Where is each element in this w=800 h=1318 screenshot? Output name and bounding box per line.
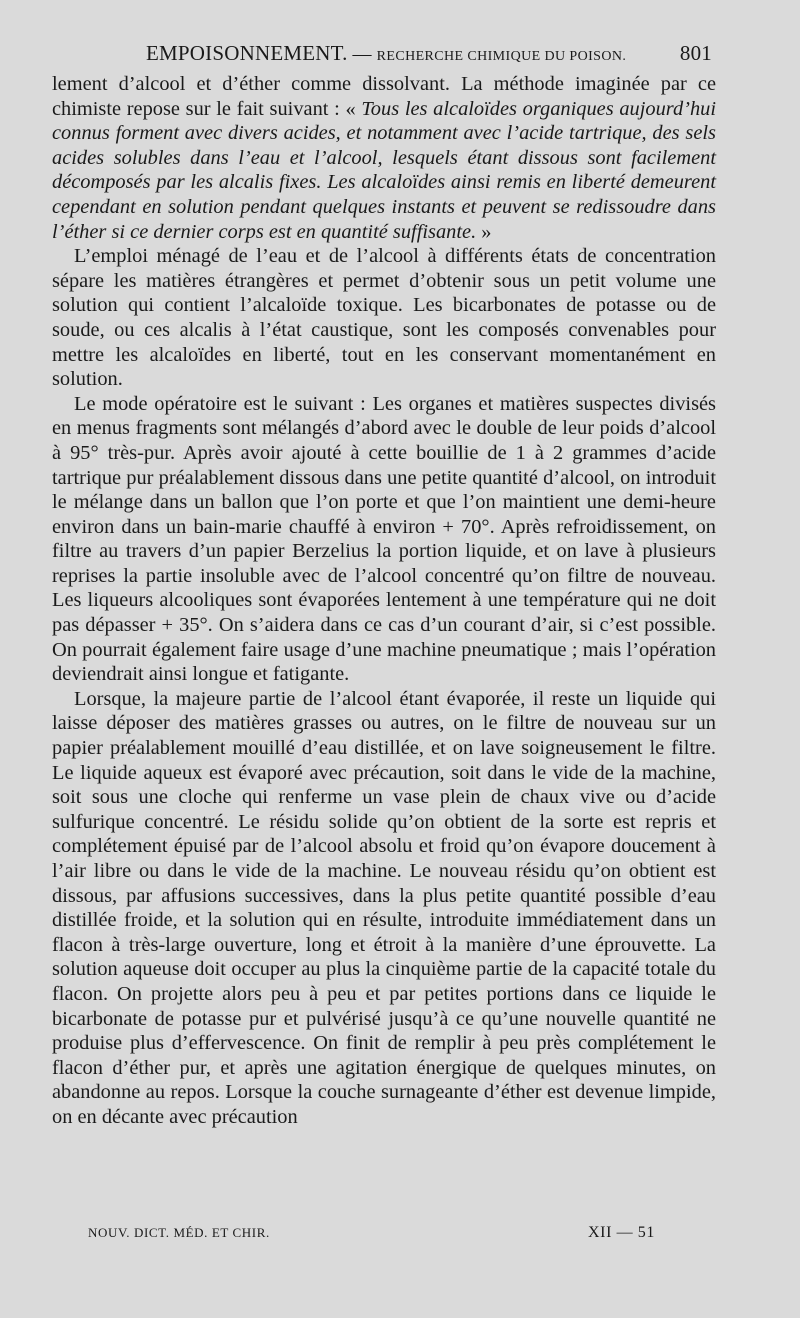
quotation-italic: Tous les alcaloïdes organiques aujourd’hui connus forment avec divers acides, et notamment avec l’acide tartrique, des sels acides solubles dans l’eau et l’alcool, lesquels étant dissous sont facilement décomposés par les alcalis fixes. Les alcaloïdes ainsi remis en liberté demeurent cependant en solution pendant quelques instants et peuvent se redissoudre dans l’éther si ce dernier corps est en quantité suffisante. (52, 97, 716, 243)
page-footer (52, 1221, 716, 1245)
running-title (146, 38, 626, 72)
paragraph-1 (52, 72, 716, 244)
paragraph-2: L’emploi ménagé de l’eau et de l’alcool à différents états de concentration sépare les matières étrangères et permet d’obtenir sous un petit volume une solution qui contient l’alcaloïde toxique. Les bicarbonates de potasse ou de soude, ou ces alcalis à l’état caustique, sont les composés convenables pour mettre les alcaloïdes en liberté, tout en les conservant momentanément en solution. (52, 245, 716, 391)
running-header (52, 38, 716, 68)
footer-signature: NOUV. DICT. MÉD. ET CHIR. (88, 1225, 270, 1240)
footer-volume: XII — 51 (588, 1224, 656, 1241)
paragraph-4: Lorsque, la majeure partie de l’alcool étant évaporée, il reste un liquide qui laisse déposer des matières grasses ou autres, on le filtre de nouveau sur un papier préalablement mouillé d’eau distillée, et on lave soigneusement le filtre. Le liquide aqueux est évaporé avec précaution, soit dans le vide de la machine, soit sous une cloche qui renferme un vase plein de chaux vive ou d’acide sulfurique concentré. Le résidu solide qu’on obtient de la sorte est repris et complétement épuisé par de l’alcool absolu et froid qu’on évapore doucement à l’air libre ou dans le vide de la machine. Le nouveau résidu qu’on obtient est dissous, par affusions successives, dans la plus petite quantité possible d’eau distillée froide, et la solution qui en résulte, introduite immédiatement dans un flacon à très-large ouverture, long et étroit à la manière d’une éprouvette. La solution aqueuse doit occuper au plus la cinquième partie de la capacité totale du flacon. On projette alors peu à peu et par petites portions dans ce liquide le bicarbonate de potasse pur et pulvérisé jusqu’à ce qu’une nouvelle quantité ne produise plus d’effervescence. On finit de remplir à peu près complétement le flacon d’éther pur, et après une agitation énergique de quelques minutes, on abandonne au repos. Lorsque la couche surnageante d’éther est devenue limpide, on en décante avec précaution (52, 687, 716, 1128)
running-title-sub: RECHERCHE CHIMIQUE DU POISON. (376, 49, 627, 64)
paragraph-3: Le mode opératoire est le suivant : Les organes et matières suspectes divisés en menus fragments sont mélangés d’abord avec le double de leur poids d’alcool à 95° très-pur. Après avoir ajouté à cette bouillie de 1 à 2 grammes d’acide tartrique pur préalablement dissous dans une petite quantité d’alcool, on introduit le mélange dans un ballon que l’on porte et que l’on maintient une demi-heure environ dans un bain-marie chauffé à environ + 70°. Après refroidissement, on filtre au travers d’un papier Berzelius la portion liquide, et on lave à plusieurs reprises la partie insoluble avec de l’alcool concentré qu’on filtre de nouveau. Les liqueurs alcooliques sont évaporées lentement à une température qui ne doit pas dépasser + 35°. On s’aidera dans ce cas d’un courant d’air, si c’est possible. On pourrait également faire usage d’une machine pneumatique ; mais l’opération deviendrait ainsi longue et fatigante. (52, 392, 716, 686)
body-text (52, 72, 716, 1130)
paragraph-1-end: » (476, 220, 492, 243)
running-title-main: EMPOISONNEMENT. (146, 41, 348, 65)
paragraph-1-start: lement d’alcool et d’éther comme dissolvant. La méthode imaginée par ce chimiste repose sur le fait suivant : « (52, 73, 716, 120)
running-title-dash: — (352, 44, 372, 65)
page-number: 801 (679, 41, 712, 65)
